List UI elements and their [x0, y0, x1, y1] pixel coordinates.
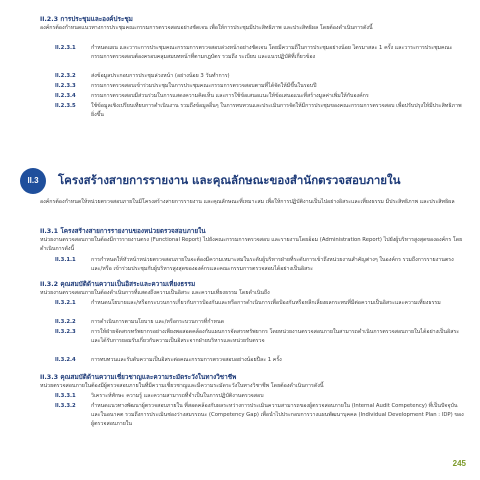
list-item [55, 318, 465, 327]
item-number: ll.3.2.3 [55, 329, 76, 335]
list-item [55, 44, 465, 62]
item-text: กำหนดแนวทางพัฒนาผู้ตรวจสอบภายใน ที่สอดคล้องกับผลระหว่างการประเมินความสามารถของผู้ตรวจสอบภายใน (Internal Audit Competency) ที่เป็นปัจจุบัน และในอนาคต รวมถึงการประเมินช่องว่างสมรรถนะ (Competency Gap) เพื่อนำไปประกอบการวางแผนพัฒนาบุคคล (Individual Development Plan : IDP) ของผู้ตรวจสอบภายใน [91, 403, 464, 428]
item-text: กำหนดนโยบายและ/หรือกระบวนการเกี่ยวกับการป้องกันและหรือการดำเนินการเพื่อป้องกันหรือหลีกเลี่ยงผลกระทบที่มีต่อความเป็นอิสระและความเที่ยงธรรม [91, 300, 441, 306]
list-item [55, 328, 465, 346]
item-text: ใช้ข้อมูลเชิงเปรียบเทียบการดำเนินงาน รวมถึงข้อมูลอื่นๆ ในการทบทวนและประเมินการจัดให้มีการประชุมของคณะกรรมการตรวจสอบ เพื่อปรับปรุงให้มีประสิทธิภาพยิ่งขึ้น [91, 103, 462, 119]
item-text: การกำหนดให้หัวหน้าหน่วยตรวจสอบภายในจะต้องมีความเหมาะสมในระดับผู้บริหารฝ่ายที่ระดับการเข้าถึงหน่วยงานสำคัญต่างๆ ในองค์กร รวมถึงการรายงานตรง และ/หรือ เข้าร่วมประชุมกับผู้บริหารสูงสุดขององค์กรและคณะกรรมการตรวจสอบได้อย่างเป็นอิสระ [91, 257, 454, 273]
item-text: การดำเนินการตามนโยบาย และ/หรือกระบวนการที่กำหนด [91, 319, 225, 325]
item-text: กรรมการตรวจสอบเข้าร่วมประชุมในการประชุมคณะกรรมการตรวจสอบตามที่ได้จัดให้มีขึ้นในรอบปี [91, 83, 317, 89]
list-item [55, 392, 465, 401]
heading-proficiency: ll.3.3 คุณสมบัติด้านความเชี่ยวชาญและความระมัดระวังในทางวิชาชีพ [40, 373, 237, 381]
heading-reporting-structure: ll.3.1 โครงสร้างสายการรายงานของหน่วยตรวจสอบภายใน [40, 227, 206, 235]
item-number: ll.2.3.3 [55, 83, 76, 89]
section-number-badge: ll.3 [20, 168, 46, 194]
list-item [55, 356, 465, 365]
section-title: โครงสร้างสายการรายงาน และคุณลักษณะของสำนักตรวจสอบภายใน [58, 173, 401, 187]
independence-intro: หน่วยงานตรวจสอบภายในต้องดำเนินการที่แสดงถึงความเป็นอิสระ และความเที่ยงธรรม โดยดำเนินถึง [40, 290, 270, 296]
item-text: วิเคราะห์ทักษะ ความรู้ และความสามารถที่จำเป็นในการปฏิบัติงานตรวจสอบ [91, 393, 264, 399]
reporting-intro: หน่วยงานตรวจสอบภายในต้องมีการรายงานตรง (Functional Report) ไปยังคณะกรรมการตรวจสอบ และรายงานโดยอ้อม (Administration Report) ไปยังผู้บริหารสูงสุดขององค์กร โดยดำเนินการดังนี้ [40, 237, 463, 253]
heading-independence: ll.3.2 คุณสมบัติด้านความเป็นอิสระและความเที่ยงธรรม [40, 280, 196, 288]
item-number: ll.2.3.2 [55, 73, 76, 79]
item-text: กรรมการตรวจสอบมีส่วนร่วมในการแสดงความคิดเห็น และการใช้ข้อเสนอแนะให้ข้อเสนอแนะที่สร้างมูลค่าเพิ่มให้กับองค์กร [91, 93, 369, 99]
list-item [55, 102, 465, 120]
item-text: การทบทวนและรับดับความเป็นอิสระต่อคณะกรรมการตรวจสอบอย่างน้อยปีละ 1 ครั้ง [91, 357, 282, 363]
section-header [20, 168, 480, 196]
item-number: ll.2.3.4 [55, 93, 76, 99]
list-item [55, 299, 465, 308]
item-number: ll.3.2.2 [55, 319, 76, 325]
item-text: การให้ฝ่ายจัดสรรทรัพยากรอย่างเพียงพอสอดคล้องกับแผนการจัดสรรทรัพยากร โดยหน่วยงานตรวจสอบภายในสามารถดำเนินการตรวจสอบภายในได้อย่างเป็นอิสระ และได้รับการยอมรับเกี่ยวกับความเป็นอิสระจากฝ่ายบริหารและหน่วยรับตรวจ [91, 329, 460, 345]
item-number: ll.3.3.1 [55, 393, 76, 399]
item-number: ll.3.2.1 [55, 300, 76, 306]
meetings-intro: องค์กรต้องกำหนดแนวทางการประชุมคณะกรรมการตรวจสอบอย่างชัดเจน เพื่อให้การประชุมมีประสิทธิภาพ และประสิทธิผล โดยต้องดำเนินการดังนี้ [40, 25, 373, 31]
list-item [55, 92, 465, 101]
list-item [55, 72, 465, 81]
list-item [55, 82, 465, 91]
page-number: 245 [452, 459, 466, 468]
item-number: ll.3.2.4 [55, 357, 76, 363]
proficiency-intro: หน่วยตรวจสอบภายในต้องมีผู้ตรวจสอบภายในที่มีความเชี่ยวชาญและมีความระมัดระวังในทางวิชาชีพ โดยต้องดำเนินการดังนี้ [40, 383, 324, 389]
item-text: ส่งข้อมูลประกอบการประชุมล่วงหน้า (อย่างน้อย 3 วันทำการ) [91, 73, 230, 79]
section-intro: องค์กรต้องกำหนดให้หน่วยตรวจสอบภายในมีโครงสร้างสายการรายงาน และคุณลักษณะที่เหมาะสม เพื่อให้การปฏิบัติงานเป็นไปอย่างอิสระและเที่ยงธรรม มีประสิทธิภาพ และประสิทธิผล [40, 199, 455, 205]
item-text: กำหนดแผน และวาระการประชุมคณะกรรมการตรวจสอบล่วงหน้าอย่างชัดเจน โดยมีความถี่ในการประชุมอย่างน้อย ไตรมาสละ 1 ครั้ง และวาระการประชุมคณะกรรมการตรวจสอบต้องครอบคลุมสมบทหน้าที่ตามกฎบัตร รวมถึง ระเบียบ และแนวปฏิบัติที่เกี่ยวข้อง [91, 45, 453, 61]
heading-meetings: ll.2.3 การประชุมและองค์ประชุม [40, 15, 133, 23]
list-item [55, 256, 465, 274]
item-number: ll.3.1.1 [55, 257, 76, 263]
list-item [55, 402, 465, 430]
item-number: ll.2.3.5 [55, 103, 76, 109]
item-number: ll.2.3.1 [55, 45, 76, 51]
item-number: ll.3.3.2 [55, 403, 76, 409]
